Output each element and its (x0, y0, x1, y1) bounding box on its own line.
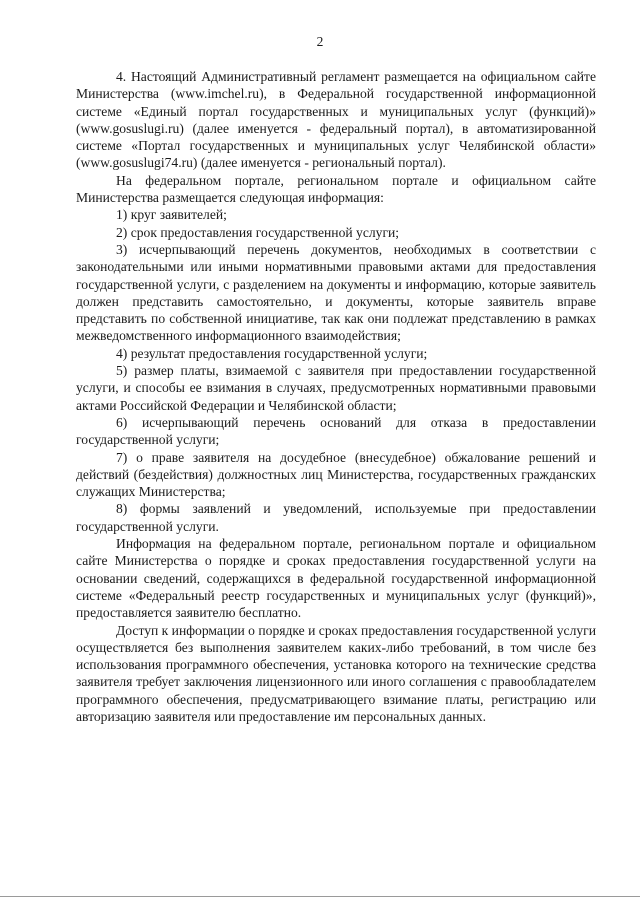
paragraph-4-regulation-placement: 4. Настоящий Административный регламент размещается на официальном сайте Министерства (www.imchel.ru), в Федеральной государственной информационной системе «Единый портал государственных и муниципальных услуг (функций)» (www.gosuslugi.ru) (далее именуется - федеральный портал), в автоматизированной системе «Портал государственных и муниципальных услуг Челябинской области» (www.gosuslugi74.ru) (далее именуется - региональный портал). (76, 69, 596, 171)
document-body (76, 68, 596, 725)
list-item-1-applicants: 1) круг заявителей; (116, 207, 227, 223)
list-item-7-appeal-right: 7) о праве заявителя на досудебное (внесудебное) обжалование решений и действий (бездействия) должностных лиц Министерства, государственных гражданских служащих Министерства; (76, 449, 596, 500)
list-item-4-result: 4) результат предоставления государственной услуги; (116, 345, 428, 361)
list-item-6-refusal-grounds: 6) исчерпывающий перечень оснований для отказа в предоставлении государственной услуги; (76, 414, 596, 448)
paragraph-access-requirements: Доступ к информации о порядке и сроках предоставления государственной услуги осуществляется без выполнения заявителем каких-либо требований, в том числе без использования программного обеспечения, установка которого на технические средства заявителя требует заключения лицензионного или иного соглашения с правообладателем программного обеспечения, предусматривающего взимание платы, регистрацию или авторизацию заявителя или предоставление им персональных данных. (76, 622, 596, 724)
bottom-divider (0, 896, 640, 897)
list-item-5-fee: 5) размер платы, взимаемой с заявителя при предоставлении государственной услуги, и способы ее взимания в случаях, предусмотренных нормативными правовыми актами Российской Федерации и Челябинской области; (76, 363, 596, 413)
list-item-2-term: 2) срок предоставления государственной услуги; (116, 224, 400, 240)
list-item-8-forms: 8) формы заявлений и уведомлений, используемые при предоставлении государственной услуги. (76, 501, 596, 534)
page-number: 2 (316, 34, 324, 49)
paragraph-info-intro: На федеральном портале, региональном портале и официальном сайте Министерства размещается следующая информация: (76, 172, 596, 206)
paragraph-info-free: Информация на федеральном портале, региональном портале и официальном сайте Министерства о порядке и сроках предоставления государственной услуги на основании сведений, содержащихся в федеральной государственной информационной системе «Федеральный реестр государственных и муниципальных услуг (функций)», предоставляется заявителю бесплатно. (76, 536, 596, 621)
list-item-3-documents: 3) исчерпывающий перечень документов, необходимых в соответствии с законодательными или иными нормативными правовыми актами для предоставления государственной услуги, с разделением на документы и информацию, которые заявитель должен представить самостоятельно, и документы, которые заявитель вправе представить по собственной инициативе, так как они подлежат представлению в рамках межведомственного информационного взаимодействия; (76, 241, 596, 344)
